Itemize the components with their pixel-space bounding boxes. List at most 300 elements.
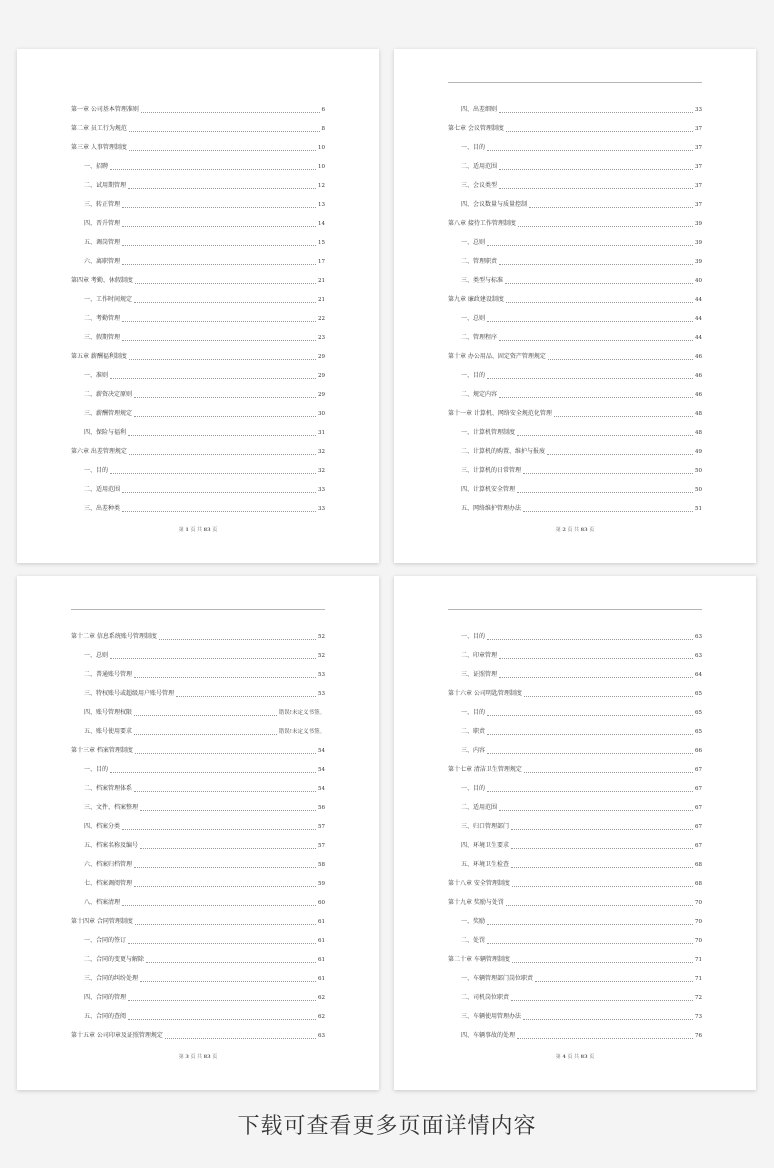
toc-entry-label: 四、环境卫生要求 — [461, 842, 510, 849]
toc-section-entry[interactable] — [448, 305, 702, 324]
toc-section-entry[interactable] — [71, 381, 325, 400]
toc-section-entry[interactable] — [71, 813, 325, 832]
toc-entry-label: 一、准则 — [84, 372, 109, 379]
toc-chapter-entry[interactable] — [71, 134, 325, 153]
toc-dot-leader — [487, 734, 693, 735]
toc-entry-label: 五、账号使用要求 — [84, 728, 133, 735]
toc-page-number: 54 — [318, 748, 325, 754]
toc-section-entry[interactable] — [71, 718, 325, 737]
toc-section-entry[interactable] — [71, 756, 325, 775]
toc-section-entry[interactable] — [448, 134, 702, 153]
toc-page-number: 33 — [318, 506, 325, 512]
toc-dot-leader — [122, 829, 316, 830]
toc-dot-leader — [122, 207, 316, 208]
header-rule — [448, 609, 702, 610]
toc-dot-leader — [554, 416, 693, 417]
toc-section-entry[interactable] — [71, 680, 325, 699]
toc-entry-label: 八、档案清理 — [84, 899, 121, 906]
toc-dot-leader — [134, 302, 316, 303]
toc-dot-leader — [122, 340, 316, 341]
toc-chapter-entry[interactable] — [448, 946, 702, 965]
toc-dot-leader — [505, 283, 693, 284]
toc-entry-label: 三、车辆使用管理办法 — [461, 1013, 522, 1020]
toc-entry-label: 一、计算机管理制度 — [461, 429, 516, 436]
toc-page-number: 70 — [695, 919, 702, 925]
toc-page-number: 50 — [695, 487, 702, 493]
toc-section-entry[interactable] — [448, 737, 702, 756]
toc-section-entry[interactable] — [448, 381, 702, 400]
toc-section-entry[interactable] — [448, 1003, 702, 1022]
toc-entry-label: 二、印章管理 — [461, 652, 498, 659]
toc-page-number: 48 — [695, 411, 702, 417]
toc-page-number: 23 — [318, 335, 325, 341]
toc-section-entry[interactable] — [71, 699, 325, 718]
toc-page-number: 61 — [318, 919, 325, 925]
toc-section-entry[interactable] — [448, 267, 702, 286]
toc-section-entry[interactable] — [448, 191, 702, 210]
toc-page-number: 67 — [695, 767, 702, 773]
toc-dot-leader — [134, 886, 316, 887]
page-footer — [17, 526, 379, 533]
toc-section-entry[interactable] — [448, 699, 702, 718]
toc-entry-label: 三、出差种类 — [84, 505, 121, 512]
toc-section-entry[interactable] — [448, 96, 702, 115]
toc-page-number: 68 — [695, 881, 702, 887]
toc-dot-leader — [110, 473, 316, 474]
toc-list — [448, 96, 702, 514]
footer-suffix: 页 — [589, 527, 595, 533]
toc-dot-leader — [517, 1038, 693, 1039]
toc-dot-leader — [487, 715, 693, 716]
toc-section-entry[interactable] — [71, 851, 325, 870]
toc-page-number: 58 — [318, 862, 325, 868]
toc-entry-label: 第四章 考勤、休假制度 — [71, 277, 133, 284]
toc-page-number: 37 — [695, 202, 702, 208]
toc-section-entry[interactable] — [71, 661, 325, 680]
footer-total-pages: 83 — [203, 1054, 211, 1060]
toc-entry-label: 五、网络维护管理办法 — [461, 505, 522, 512]
toc-entry-label: 二、适用范围 — [461, 163, 498, 170]
toc-page-number: 52 — [318, 634, 325, 640]
toc-section-entry[interactable] — [448, 324, 702, 343]
document-page-3 — [17, 576, 379, 1090]
toc-entry-label: 三、归口管理部门 — [461, 823, 510, 830]
toc-section-entry[interactable] — [448, 908, 702, 927]
toc-page-number: 14 — [318, 221, 325, 227]
toc-entry-label: 第十七章 清洁卫生管理规定 — [448, 766, 522, 773]
toc-entry-label: 一、目的 — [84, 467, 109, 474]
page-footer — [17, 1053, 379, 1060]
toc-dot-leader — [523, 511, 693, 512]
toc-dot-leader — [499, 397, 693, 398]
toc-page-number: 12 — [318, 183, 325, 189]
footer-prefix: 第 — [178, 1054, 184, 1060]
toc-dot-leader — [517, 492, 693, 493]
toc-page-number: 70 — [695, 900, 702, 906]
toc-dot-leader — [128, 188, 316, 189]
toc-section-entry[interactable] — [71, 400, 325, 419]
toc-page-number: 22 — [318, 316, 325, 322]
toc-dot-leader — [110, 658, 316, 659]
toc-entry-label: 三、特权账号或超级用户账号管理 — [84, 690, 175, 697]
toc-section-entry[interactable] — [448, 927, 702, 946]
toc-dot-leader — [523, 473, 693, 474]
toc-section-entry[interactable] — [448, 495, 702, 514]
toc-dot-leader — [165, 1038, 316, 1039]
toc-page-number: 13 — [318, 202, 325, 208]
toc-dot-leader — [140, 848, 316, 849]
toc-section-entry[interactable] — [71, 832, 325, 851]
toc-dot-leader — [487, 943, 693, 944]
toc-chapter-entry[interactable] — [448, 286, 702, 305]
toc-entry-label: 三、合同的纠纷处理 — [84, 975, 139, 982]
toc-section-entry[interactable] — [448, 794, 702, 813]
toc-dot-leader — [129, 150, 316, 151]
toc-section-entry[interactable] — [448, 476, 702, 495]
toc-section-entry[interactable] — [71, 457, 325, 476]
toc-section-entry[interactable] — [71, 775, 325, 794]
toc-page-number: 6 — [321, 107, 325, 113]
toc-page-number: 33 — [318, 487, 325, 493]
toc-dot-leader — [134, 734, 277, 735]
toc-page-number: 37 — [695, 126, 702, 132]
toc-page-number: 70 — [695, 938, 702, 944]
toc-page-number: 72 — [695, 995, 702, 1001]
toc-page-number: 30 — [318, 411, 325, 417]
document-page-1 — [17, 49, 379, 563]
toc-entry-label: 一、总则 — [461, 315, 486, 322]
footer-suffix: 页 — [212, 1054, 218, 1060]
toc-page-number: 31 — [318, 430, 325, 436]
toc-entry-label: 第十九章 奖励与处罚 — [448, 899, 504, 906]
toc-page-number: 21 — [318, 278, 325, 284]
toc-chapter-entry[interactable] — [71, 1022, 325, 1041]
toc-dot-leader — [547, 454, 693, 455]
footer-prefix: 第 — [555, 527, 561, 533]
toc-chapter-entry[interactable] — [71, 267, 325, 286]
toc-section-entry[interactable] — [448, 248, 702, 267]
toc-page-number: 29 — [318, 373, 325, 379]
toc-entry-label: 二、管理职责 — [461, 258, 498, 265]
toc-section-entry[interactable] — [71, 248, 325, 267]
toc-section-entry[interactable] — [71, 984, 325, 1003]
toc-chapter-entry[interactable] — [71, 623, 325, 642]
footer-prefix: 第 — [555, 1054, 561, 1060]
footer-prefix: 第 — [178, 527, 184, 533]
toc-section-entry[interactable] — [71, 642, 325, 661]
footer-page-number: 4 — [562, 1054, 566, 1060]
toc-entry-label: 第十一章 计算机、网络安全规范化管理 — [448, 410, 552, 417]
toc-entry-label: 三、薪酬管理规定 — [84, 410, 133, 417]
toc-page-number: 32 — [318, 468, 325, 474]
toc-chapter-entry[interactable] — [71, 438, 325, 457]
toc-page-number: 37 — [695, 164, 702, 170]
toc-page-number: 56 — [318, 805, 325, 811]
toc-page-number: 54 — [318, 767, 325, 773]
toc-section-entry[interactable] — [71, 870, 325, 889]
toc-section-entry[interactable] — [71, 191, 325, 210]
toc-section-entry[interactable] — [448, 229, 702, 248]
toc-section-entry[interactable] — [71, 172, 325, 191]
toc-entry-label: 第十八章 安全管理制度 — [448, 880, 510, 887]
toc-section-entry[interactable] — [448, 813, 702, 832]
toc-entry-label: 二、司机岗位职责 — [461, 994, 510, 1001]
toc-entry-label: 二、计算机的购置、维护与报废 — [461, 448, 546, 455]
toc-chapter-entry[interactable] — [71, 96, 325, 115]
toc-dot-leader — [499, 112, 693, 113]
toc-page-number: 错误!未定义书签。 — [278, 729, 325, 735]
toc-dot-leader — [122, 905, 316, 906]
header-rule — [448, 82, 702, 83]
toc-entry-label: 二、合同的变更与解除 — [84, 956, 145, 963]
toc-entry-label: 三、文件、档案整理 — [84, 804, 139, 811]
toc-entry-label: 一、总则 — [84, 652, 109, 659]
toc-page-number: 44 — [695, 335, 702, 341]
toc-dot-leader — [511, 848, 693, 849]
toc-section-entry[interactable] — [448, 1022, 702, 1041]
toc-section-entry[interactable] — [71, 1003, 325, 1022]
toc-page-number: 67 — [695, 824, 702, 830]
toc-section-entry[interactable] — [448, 984, 702, 1003]
footer-page-number: 3 — [185, 1054, 189, 1060]
toc-entry-label: 二、规定内容 — [461, 391, 498, 398]
footer-total-pages: 83 — [580, 1054, 588, 1060]
toc-dot-leader — [129, 359, 316, 360]
toc-entry-label: 三、计算机的日常管理 — [461, 467, 522, 474]
toc-section-entry[interactable] — [71, 476, 325, 495]
footer-page-number: 1 — [185, 527, 189, 533]
toc-entry-label: 五、环境卫生检查 — [461, 861, 510, 868]
toc-page-number: 33 — [695, 107, 702, 113]
toc-section-entry[interactable] — [71, 946, 325, 965]
toc-section-entry[interactable] — [71, 889, 325, 908]
toc-section-entry[interactable] — [71, 286, 325, 305]
toc-page-number: 44 — [695, 297, 702, 303]
page-footer — [394, 526, 756, 533]
toc-dot-leader — [122, 264, 316, 265]
toc-page-number: 64 — [695, 672, 702, 678]
toc-section-entry[interactable] — [448, 172, 702, 191]
toc-section-entry[interactable] — [71, 362, 325, 381]
toc-dot-leader — [135, 283, 316, 284]
footer-suffix: 页 — [589, 1054, 595, 1060]
toc-dot-leader — [529, 207, 693, 208]
toc-chapter-entry[interactable] — [71, 737, 325, 756]
toc-entry-label: 二、职责 — [461, 728, 486, 735]
toc-page-number: 21 — [318, 297, 325, 303]
toc-list — [448, 623, 702, 1041]
toc-section-entry[interactable] — [71, 229, 325, 248]
toc-entry-label: 六、档案归档管理 — [84, 861, 133, 868]
toc-dot-leader — [140, 810, 316, 811]
download-caption[interactable]: 下载可查看更多页面详情内容 — [237, 1114, 537, 1139]
toc-page-number: 10 — [318, 145, 325, 151]
toc-dot-leader — [487, 150, 693, 151]
toc-entry-label: 五、调岗管理 — [84, 239, 121, 246]
toc-dot-leader — [122, 226, 316, 227]
toc-entry-label: 二、管理程序 — [461, 334, 498, 341]
toc-section-entry[interactable] — [448, 775, 702, 794]
toc-section-entry[interactable] — [448, 832, 702, 851]
toc-dot-leader — [511, 829, 693, 830]
footer-middle: 页 共 — [567, 1054, 580, 1060]
toc-section-entry[interactable] — [71, 965, 325, 984]
toc-chapter-entry[interactable] — [71, 343, 325, 362]
footer-middle: 页 共 — [190, 1054, 203, 1060]
toc-page-number: 51 — [695, 506, 702, 512]
toc-page-number: 66 — [695, 748, 702, 754]
footer-middle: 页 共 — [190, 527, 203, 533]
toc-dot-leader — [134, 397, 316, 398]
toc-page-number: 46 — [695, 373, 702, 379]
toc-chapter-entry[interactable] — [448, 680, 702, 699]
toc-page-number: 39 — [695, 240, 702, 246]
toc-page-number: 63 — [695, 634, 702, 640]
toc-page-number: 59 — [318, 881, 325, 887]
toc-section-entry[interactable] — [71, 794, 325, 813]
toc-entry-label: 一、目的 — [84, 766, 109, 773]
toc-section-entry[interactable] — [448, 642, 702, 661]
toc-page-number: 73 — [695, 1014, 702, 1020]
toc-entry-label: 第十二章 信息系统账号管理制度 — [71, 633, 157, 640]
toc-entry-label: 一、奖励 — [461, 918, 486, 925]
toc-page-number: 61 — [318, 957, 325, 963]
toc-entry-label: 一、工作时间规定 — [84, 296, 133, 303]
toc-entry-label: 第二章 员工行为规范 — [71, 125, 127, 132]
toc-dot-leader — [511, 1000, 693, 1001]
toc-dot-leader — [523, 1019, 693, 1020]
toc-page-number: 57 — [318, 824, 325, 830]
toc-entry-label: 四、计算机安全管理 — [461, 486, 516, 493]
toc-page-number: 65 — [695, 710, 702, 716]
toc-dot-leader — [128, 435, 316, 436]
toc-page-number: 37 — [695, 183, 702, 189]
toc-dot-leader — [512, 962, 693, 963]
toc-page-number: 39 — [695, 259, 702, 265]
toc-entry-label: 二、档案管理体系 — [84, 785, 133, 792]
toc-chapter-entry[interactable] — [448, 889, 702, 908]
toc-dot-leader — [122, 511, 316, 512]
toc-dot-leader — [134, 791, 316, 792]
toc-page-number: 49 — [695, 449, 702, 455]
footer-middle: 页 共 — [567, 527, 580, 533]
toc-entry-label: 一、目的 — [461, 709, 486, 716]
toc-entry-label: 一、招聘 — [84, 163, 109, 170]
toc-chapter-entry[interactable] — [448, 870, 702, 889]
toc-page-number: 15 — [318, 240, 325, 246]
toc-page-number: 76 — [695, 1033, 702, 1039]
toc-entry-label: 六、离职管理 — [84, 258, 121, 265]
toc-entry-label: 第十六章 公司明匙管理制度 — [448, 690, 522, 697]
toc-chapter-entry[interactable] — [71, 115, 325, 134]
toc-dot-leader — [122, 245, 316, 246]
toc-dot-leader — [128, 1000, 316, 1001]
toc-page-number: 错误!未定义书签。 — [278, 710, 325, 716]
toc-dot-leader — [146, 962, 316, 963]
toc-page-number: 10 — [318, 164, 325, 170]
toc-dot-leader — [135, 924, 316, 925]
toc-dot-leader — [511, 867, 693, 868]
toc-entry-label: 二、试用期管理 — [84, 182, 127, 189]
toc-page-number: 44 — [695, 316, 702, 322]
toc-entry-label: 五、合同的查阅 — [84, 1013, 127, 1020]
toc-section-entry[interactable] — [448, 419, 702, 438]
toc-entry-label: 四、会议数量与质量控制 — [461, 201, 528, 208]
page-footer — [394, 1053, 756, 1060]
toc-chapter-entry[interactable] — [71, 908, 325, 927]
toc-section-entry[interactable] — [71, 210, 325, 229]
toc-section-entry[interactable] — [448, 851, 702, 870]
toc-dot-leader — [134, 416, 316, 417]
toc-dot-leader — [499, 169, 693, 170]
toc-chapter-entry[interactable] — [448, 756, 702, 775]
toc-page-number: 62 — [318, 995, 325, 1001]
toc-section-entry[interactable] — [71, 324, 325, 343]
toc-entry-label: 第八章 接待工作管理制度 — [448, 220, 516, 227]
toc-section-entry[interactable] — [448, 153, 702, 172]
toc-section-entry[interactable] — [71, 927, 325, 946]
toc-dot-leader — [506, 905, 693, 906]
toc-section-entry[interactable] — [71, 419, 325, 438]
toc-dot-leader — [140, 981, 316, 982]
toc-dot-leader — [159, 639, 316, 640]
toc-section-entry[interactable] — [448, 362, 702, 381]
toc-entry-label: 五、档案名称及编号 — [84, 842, 139, 849]
toc-entry-label: 七、档案调阅管理 — [84, 880, 133, 887]
toc-dot-leader — [487, 924, 693, 925]
toc-dot-leader — [499, 340, 693, 341]
toc-dot-leader — [110, 169, 316, 170]
toc-page-number: 60 — [318, 900, 325, 906]
toc-entry-label: 四、保险与福利 — [84, 429, 127, 436]
footer-total-pages: 83 — [203, 527, 211, 533]
toc-dot-leader — [499, 188, 693, 189]
toc-chapter-entry[interactable] — [448, 115, 702, 134]
toc-section-entry[interactable] — [71, 153, 325, 172]
toc-entry-label: 第六章 出差管理规定 — [71, 448, 127, 455]
toc-page-number: 62 — [318, 1014, 325, 1020]
toc-chapter-entry[interactable] — [448, 400, 702, 419]
toc-entry-label: 三、转正管理 — [84, 201, 121, 208]
toc-chapter-entry[interactable] — [448, 210, 702, 229]
toc-page-number: 67 — [695, 843, 702, 849]
toc-page-number: 29 — [318, 354, 325, 360]
toc-chapter-entry[interactable] — [448, 343, 702, 362]
toc-entry-label: 四、账号管理权限 — [84, 709, 133, 716]
toc-entry-label: 一、目的 — [461, 144, 486, 151]
toc-page-number: 39 — [695, 221, 702, 227]
toc-section-entry[interactable] — [448, 438, 702, 457]
toc-section-entry[interactable] — [71, 305, 325, 324]
toc-section-entry[interactable] — [448, 457, 702, 476]
toc-entry-label: 第十章 办公用品、固定资产管理规定 — [448, 353, 546, 360]
toc-entry-label: 三、假期管理 — [84, 334, 121, 341]
toc-section-entry[interactable] — [448, 718, 702, 737]
toc-dot-leader — [499, 658, 693, 659]
toc-dot-leader — [135, 753, 316, 754]
toc-section-entry[interactable] — [448, 965, 702, 984]
toc-entry-label: 三、内容 — [461, 747, 486, 754]
toc-dot-leader — [128, 943, 316, 944]
toc-section-entry[interactable] — [71, 495, 325, 514]
toc-page-number: 63 — [318, 1033, 325, 1039]
toc-page-number: 37 — [695, 145, 702, 151]
document-page-4 — [394, 576, 756, 1090]
toc-entry-label: 一、车辆管理部门岗位职责 — [461, 975, 534, 982]
toc-section-entry[interactable] — [448, 623, 702, 642]
toc-section-entry[interactable] — [448, 661, 702, 680]
toc-entry-label: 一、合同的签订 — [84, 937, 127, 944]
